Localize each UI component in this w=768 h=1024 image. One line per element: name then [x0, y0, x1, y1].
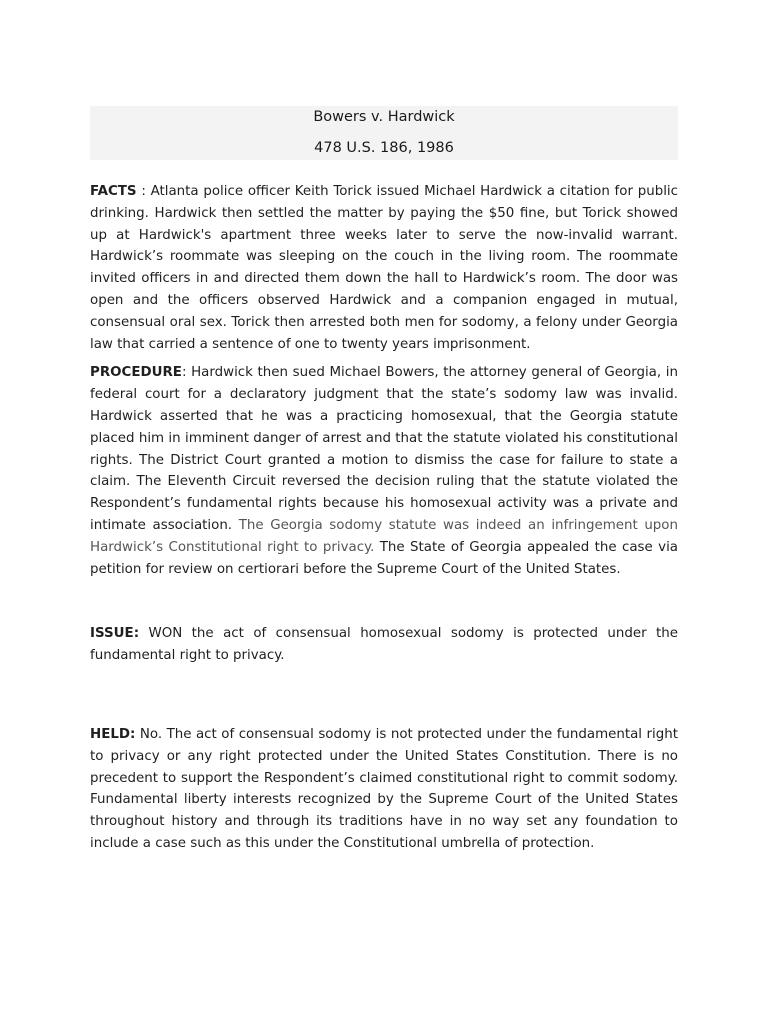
- facts-text: Atlanta police officer Keith Torick issued Michael Hardwick a citation for public drinking. Hardwick then settled the matter by paying the $50 fine, but Torick showed up at Hardwick's apartment three weeks later to serve the now-invalid warrant. Hardwick’s roommate was sleeping on the couch in the living room. The roommate invited officers in and directed them down the hall to Hardwick’s room. The door was open and the officers observed Hardwick and a companion engaged in mutual, consensual oral sex. Torick then arrested both men for sodomy, a felony under Georgia law that carried a sentence of one to twenty years imprisonment.: [90, 184, 678, 352]
- spacer: [90, 355, 678, 362]
- procedure-text: Hardwick then sued Michael Bowers, the attorney general of Georgia, in federal court for a declaratory judgment that the state’s sodomy law was invalid. Hardwick asserted that he was a practicing homosexual, that the Georgia statute placed him in imminent danger of arrest and that the statute violated his constitutional rights. The District Court granted a motion to dismiss the case for failure to state a claim. The Eleventh Circuit reversed the decision ruling that the statute violated the Respondent’s fundamental rights because his homosexual activity was a private and intimate association.: [90, 365, 678, 533]
- procedure-text-end: The State of Georgia appealed the case via petition for review on certiorari before the Supreme Court of the United States.: [90, 539, 678, 577]
- case-citation: 478 U.S. 186, 1986: [314, 140, 454, 156]
- facts-label: FACTS: [90, 184, 137, 199]
- title-block: [90, 106, 678, 160]
- issue-text: WON the act of consensual homosexual sodomy is protected under the fundamental right to privacy.: [90, 626, 678, 664]
- held-label: HELD:: [90, 726, 136, 742]
- procedure-highlighted-text: The Georgia sodomy statute was indeed an infringement upon Hardwick’s Constitutional right to privacy.: [90, 517, 678, 555]
- procedure-separator: :: [181, 365, 192, 381]
- facts-section: [90, 181, 678, 355]
- issue-label: ISSUE:: [90, 626, 140, 642]
- spacer: [90, 667, 678, 724]
- issue-section: [90, 623, 678, 667]
- spacer: [90, 580, 678, 623]
- held-text: No. The act of consensual sodomy is not protected under the fundamental right to privacy or any right protected under the United States Constitution. There is no precedent to support the Respondent’s claimed constitutional right to commit sodomy. Fundamental liberty interests recognized by the Supreme Court of the United States throughout history and through its traditions have in no way set any foundation to include a case such as this under the Constitutional umbrella of protection.: [90, 726, 678, 851]
- held-section: [90, 724, 678, 855]
- document-page: [90, 106, 678, 855]
- procedure-section: [90, 362, 678, 580]
- facts-separator: :: [136, 184, 151, 199]
- case-title: Bowers v. Hardwick: [313, 109, 455, 125]
- procedure-label: PROCEDURE: [90, 365, 182, 381]
